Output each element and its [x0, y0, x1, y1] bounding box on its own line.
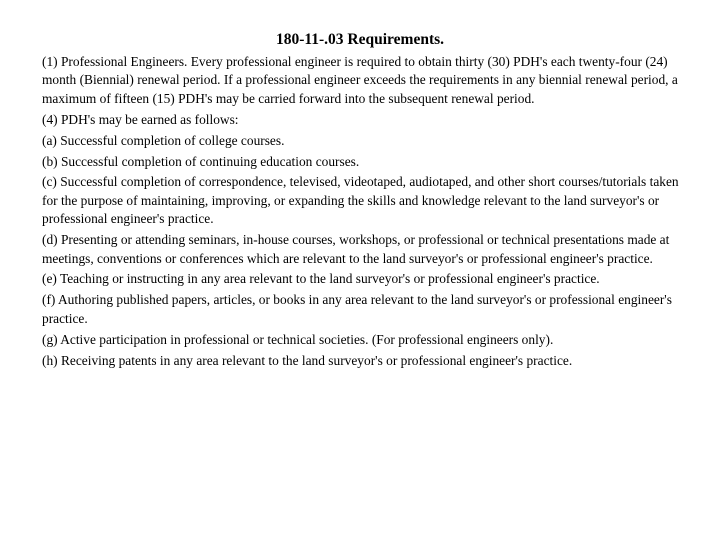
paragraph-pdh-earned: (4) PDH's may be earned as follows:: [42, 111, 239, 127]
list-item-b: (b) Successful completion of continuing education courses.: [42, 153, 360, 169]
list-item-e: (e) Teaching or instructing in any area relevant to the land surveyor's or professional engineer's practice.: [42, 271, 600, 287]
paragraph-professional-engineers: (1) Professional Engineers. Every professional engineer is required to obtain thirty (30) PDH's each twenty-four (24) month (Biennial) renewal period. If a professional engineer exceeds the requirements in any biennial renewal period, a maximum of fifteen (15) PDH's may be carried forward into the subsequent renewal period.: [42, 54, 678, 106]
document-body: [42, 53, 690, 373]
list-item-a: (a) Successful completion of college courses.: [42, 132, 285, 148]
list-item-g: (g) Active participation in professional or technical societies. (For professional engineers only).: [42, 331, 554, 347]
list-item-c: (c) Successful completion of correspondence, televised, videotaped, audiotaped, and other short courses/tutorials taken for the purpose of maintaining, improving, or expanding the skills and knowledge relevant to the land surveyor's or professional engineer's practice.: [42, 174, 679, 227]
list-item-f: (f) Authoring published papers, articles, or books in any area relevant to the land surveyor's or professional engineer's practice.: [42, 292, 672, 326]
page-title: 180-11-.03 Requirements.: [275, 31, 445, 48]
list-item-d: (d) Presenting or attending seminars, in-house courses, workshops, or professional or technical presentations made at meetings, conventions or conferences which are relevant to the land surveyor's or professional engineer's practice.: [42, 232, 670, 266]
list-item-h: (h) Receiving patents in any area relevant to the land surveyor's or professional engineer's practice.: [42, 352, 573, 368]
